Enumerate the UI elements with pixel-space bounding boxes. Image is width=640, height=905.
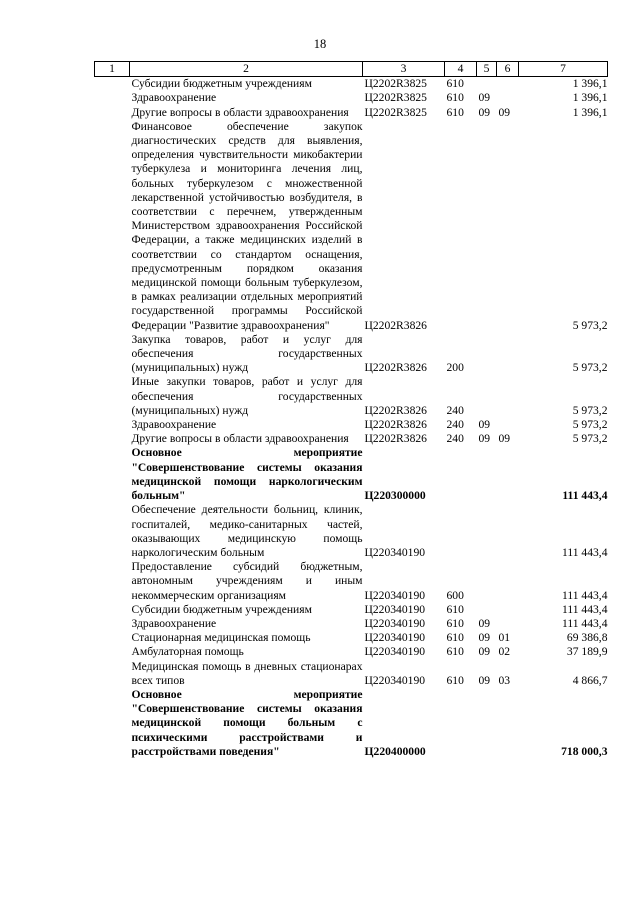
table-row [95,418,608,432]
cell-amount: 111 443,4 [561,588,608,602]
cell-section: 09 [478,645,491,659]
table-row [95,503,608,560]
cell-section [477,446,497,503]
cell-target-article: Ц2202R3825 [364,105,427,119]
cell-name: Иные закупки товаров, работ и услуг для обеспечения государственных (муниципальных) нужд [131,375,363,417]
cell-target-article: Ц2202R3825 [364,77,427,91]
cell-index [95,503,130,560]
cell-target-article: Ц220400000 [364,744,426,758]
table-row [95,432,608,446]
table-row [95,631,608,645]
cell-amount: 37 189,9 [566,645,608,659]
cell-amount: 1 396,1 [572,105,608,119]
cell-subsection: 09 [498,105,511,119]
cell-target-article: Ц2202R3826 [364,318,427,332]
column-header: 1 [95,62,130,77]
cell-name: Другие вопросы в области здравоохранения [131,105,349,119]
cell-subsection: 01 [498,631,511,645]
table-body [95,77,608,759]
cell-amount: 111 443,4 [561,616,608,630]
table-row [95,375,608,418]
cell-expense-type [445,503,477,560]
cell-subsection: 02 [498,645,511,659]
cell-index [95,603,130,617]
cell-expense-type [445,688,477,759]
cell-subsection: 03 [498,673,511,687]
cell-section: 09 [478,105,491,119]
cell-name: Здравоохранение [131,616,217,630]
table-row [95,446,608,503]
cell-expense-type: 610 [446,77,464,91]
cell-subsection [497,446,519,503]
cell-section: 09 [478,91,491,105]
cell-target-article: Ц2202R3826 [364,361,427,375]
cell-name: Предоставление субсидий бюджетным, автономным учреждениям и иным некоммерческим организациям [131,560,363,602]
cell-section: 09 [478,673,491,687]
cell-index [95,645,130,659]
cell-subsection: 09 [498,432,511,446]
cell-index [95,106,130,120]
cell-target-article: Ц220340190 [364,588,426,602]
cell-name: Здравоохранение [131,418,217,432]
cell-index [95,333,130,376]
cell-index [95,432,130,446]
cell-section: 09 [478,631,491,645]
cell-index [95,446,130,503]
cell-section [477,120,497,333]
cell-subsection [497,603,519,617]
table-row [95,617,608,631]
cell-name: Закупка товаров, работ и услуг для обеспечения государственных (муниципальных) нужд [131,332,363,375]
page-number: 18 [313,37,327,51]
cell-name: Амбулаторная помощь [131,645,244,659]
cell-name: Субсидии бюджетным учреждениям [131,602,312,616]
cell-index [95,617,130,631]
cell-target-article: Ц220300000 [364,489,426,503]
cell-section [477,603,497,617]
cell-index [95,120,130,333]
cell-subsection [497,418,519,432]
cell-amount: 5 973,2 [572,418,608,432]
cell-amount: 718 000,3 [561,744,608,758]
cell-subsection [497,688,519,759]
cell-subsection [497,77,519,92]
cell-expense-type: 610 [446,602,464,616]
cell-name: Финансовое обеспечение закупок диагностических средств для выявления, определения чувствительности микобактерии туберкулеза и мониторинга лечения лиц, больных туберкулезом с множественной лекарственной устойчивостью возбудителя, в соответствии с перечнем, утвержденным Министерством здравоохранения Российской Федерации, а также медицинских изделий в соответствии со стандартом оснащения, предусмотренным порядком оказания медицинской помощи больным туберкулезом, в рамках реализации отдельных мероприятий государственной программы Российской Федерации "Развитие здравоохранения" [131,119,363,332]
cell-subsection [497,560,519,603]
cell-expense-type: 610 [446,616,464,630]
cell-amount: 1 396,1 [572,77,608,91]
cell-section: 09 [478,616,491,630]
table-row [95,333,608,376]
cell-name: Здравоохранение [131,91,217,105]
cell-expense-type [445,120,477,333]
table-row [95,77,608,92]
cell-amount: 111 443,4 [561,602,608,616]
cell-name: Медицинская помощь в дневных стационарах всех типов [131,659,363,687]
cell-amount: 111 443,4 [562,489,608,503]
cell-expense-type: 610 [446,631,464,645]
table-row [95,91,608,105]
cell-expense-type: 610 [446,91,464,105]
cell-expense-type: 240 [446,403,464,417]
cell-index [95,631,130,645]
cell-subsection [497,120,519,333]
cell-target-article: Ц2202R3826 [364,432,427,446]
cell-index [95,688,130,759]
cell-name: Обеспечение деятельности больниц, клиник, госпиталей, медико-санитарных частей, оказывающих медицинскую помощь наркологическим больным [131,503,363,559]
column-header: 4 [445,62,477,77]
cell-subsection [497,91,519,105]
table-row [95,560,608,603]
cell-index [95,77,130,92]
cell-target-article: Ц2202R3826 [364,418,427,432]
cell-subsection [497,375,519,418]
cell-expense-type: 240 [446,418,464,432]
table-row [95,688,608,759]
cell-amount: 1 396,1 [572,91,608,105]
cell-index [95,660,130,688]
table-row [95,645,608,659]
cell-target-article: Ц2202R3825 [364,91,427,105]
cell-index [95,375,130,418]
cell-index [95,418,130,432]
cell-name: Основное мероприятие "Совершенствование системы оказания медицинской помощи наркологическим больным" [131,446,363,503]
cell-name: Основное мероприятие "Совершенствование системы оказания медицинской помощи больным с психическими расстройствами и расстройствами поведения" [131,687,363,758]
cell-section [477,375,497,418]
cell-section: 09 [478,432,491,446]
cell-target-article: Ц220340190 [364,602,426,616]
cell-target-article: Ц220340190 [364,616,426,630]
cell-amount: 5 973,2 [572,403,608,417]
cell-target-article: Ц220340190 [364,645,426,659]
budget-table [94,61,608,759]
cell-subsection [497,333,519,376]
cell-target-article: Ц2202R3826 [364,403,427,417]
cell-target-article: Ц220340190 [364,545,426,559]
cell-section: 09 [478,418,491,432]
cell-index [95,560,130,603]
cell-amount: 5 973,2 [572,432,608,446]
cell-section [477,333,497,376]
cell-expense-type: 610 [446,673,464,687]
table-row [95,603,608,617]
column-header: 2 [130,62,363,77]
cell-subsection [497,503,519,560]
cell-expense-type: 600 [446,588,464,602]
cell-expense-type: 200 [446,361,464,375]
cell-amount: 5 973,2 [572,361,608,375]
cell-index [95,91,130,105]
cell-amount: 4 866,7 [572,673,608,687]
cell-section [477,503,497,560]
table-row [95,660,608,688]
table-header-row [95,62,608,77]
cell-expense-type: 240 [446,432,464,446]
cell-section [477,77,497,92]
column-header: 3 [363,62,445,77]
cell-expense-type: 610 [446,105,464,119]
cell-section [477,688,497,759]
cell-expense-type: 610 [446,645,464,659]
table-row [95,120,608,333]
table-row [95,106,608,120]
cell-amount: 111 443,4 [561,545,608,559]
cell-subsection [497,617,519,631]
cell-name: Субсидии бюджетным учреждениям [131,77,312,91]
cell-target-article: Ц220340190 [364,673,426,687]
column-header: 7 [519,62,608,77]
column-header: 6 [497,62,519,77]
cell-section [477,560,497,603]
cell-amount: 69 386,8 [566,631,608,645]
cell-expense-type [445,446,477,503]
cell-name: Стационарная медицинская помощь [131,631,311,645]
cell-target-article: Ц220340190 [364,631,426,645]
cell-name: Другие вопросы в области здравоохранения [131,432,349,446]
column-header: 5 [477,62,497,77]
cell-amount: 5 973,2 [572,318,608,332]
